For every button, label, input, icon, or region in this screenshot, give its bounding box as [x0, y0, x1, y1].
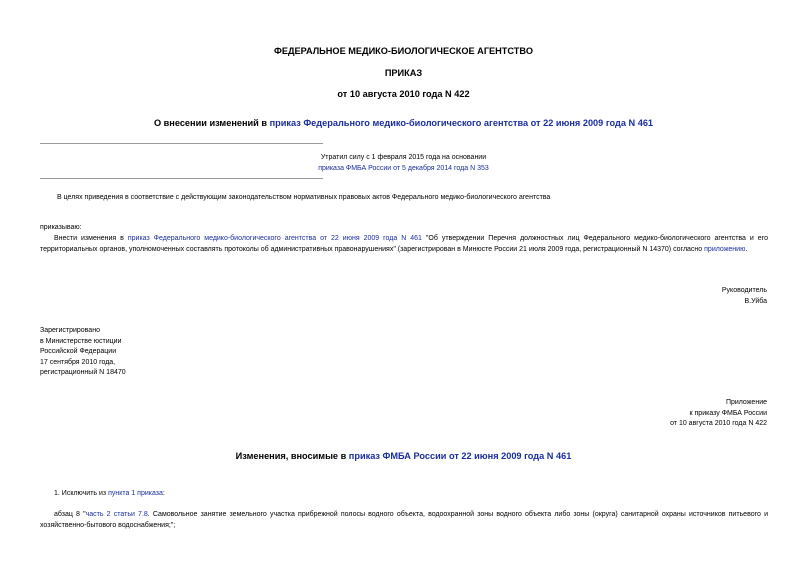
item1-abzac-rest: . Самовольное занятие земельного участка прибрежной полосы водного объекта, водоохранной зоны водного объекта либо зоны (округа) санитарной охраны источников питьевого и хозяйственно-бытового водоснабжения;";: [40, 511, 768, 529]
order-body-link2[interactable]: приложению: [704, 245, 746, 253]
appendix-ref-line3: от 10 августа 2010 года N 422: [670, 420, 767, 427]
item1-prefix: 1. Исключить из: [54, 490, 109, 497]
appendix-title-prefix: Изменения, вносимые в: [235, 451, 349, 461]
registration-line2: в Министерстве юстиции: [40, 337, 122, 345]
item1-abzac-link[interactable]: часть 2 статьи 7.8: [85, 511, 148, 518]
order-body-link1[interactable]: приказ Федерального медико-биологического агентства от 22 июня 2009 года N 461: [127, 235, 422, 242]
item1-suffix: :: [162, 490, 165, 497]
status-note-line1: Утратил силу с 1 февраля 2015 года на основании: [320, 154, 487, 161]
order-body-prefix: Внести изменения в: [54, 235, 128, 242]
item1-link[interactable]: пункта 1 приказа: [108, 490, 163, 497]
bottom-rule: [40, 178, 323, 179]
registration-line1: Зарегистрировано: [40, 327, 100, 334]
item1-abzac-prefix: абзац 8 ": [54, 511, 86, 518]
preamble: В целях приведения в соответствие с действующим законодательством нормативных правовых актов Федерального медико-биологического агентства: [57, 194, 551, 201]
status-note-link[interactable]: приказа ФМБА России от 5 декабря 2014 года N 353: [318, 165, 489, 172]
signature-name: В.Уйба: [744, 298, 767, 305]
appendix-ref-line1: Приложение: [725, 399, 767, 406]
appendix-ref: [670, 398, 767, 430]
doc-title-link[interactable]: приказ Федерального медико-биологического агентства от 22 июня 2009 года N 461: [269, 118, 654, 128]
appendix-title: [0, 451, 807, 461]
doc-type: ПРИКАЗ: [384, 68, 423, 78]
doc-title-prefix: О внесении изменений в: [153, 118, 270, 128]
order-body-suffix: .: [745, 245, 748, 253]
registration-line5: регистрационный N 18470: [40, 369, 126, 376]
agency-name: ФЕДЕРАЛЬНОЕ МЕДИКО-БИОЛОГИЧЕСКОЕ АГЕНТСТВО: [274, 46, 533, 56]
item1-abzac: [40, 510, 768, 531]
registration-line3: Российской Федерации: [40, 348, 117, 355]
registration-line4: 17 сентября 2010 года,: [40, 358, 116, 366]
doc-date: от 10 августа 2010 года N 422: [337, 89, 470, 99]
order-body: [40, 234, 768, 255]
order-word: приказываю:: [40, 224, 82, 231]
item1: [54, 489, 165, 500]
registration-block: [40, 326, 126, 379]
appendix-ref-line2: к приказу ФМБА России: [689, 409, 767, 417]
signature-position: Руководитель: [721, 287, 767, 294]
doc-title: [0, 118, 807, 128]
order-body-middle: "Об утверждении Перечня должностных лиц Федерального медико-биологического агентства и его территориальных органов, уполномоченных составлять протоколы об административных правонарушениях" (зарегистрирован в Минюсте России 21 июля 2009 года, регистрационный N 14370) согласно: [40, 235, 768, 253]
appendix-title-link[interactable]: приказ ФМБА России от 22 июня 2009 года N 461: [348, 451, 572, 461]
top-rule: [40, 143, 323, 144]
